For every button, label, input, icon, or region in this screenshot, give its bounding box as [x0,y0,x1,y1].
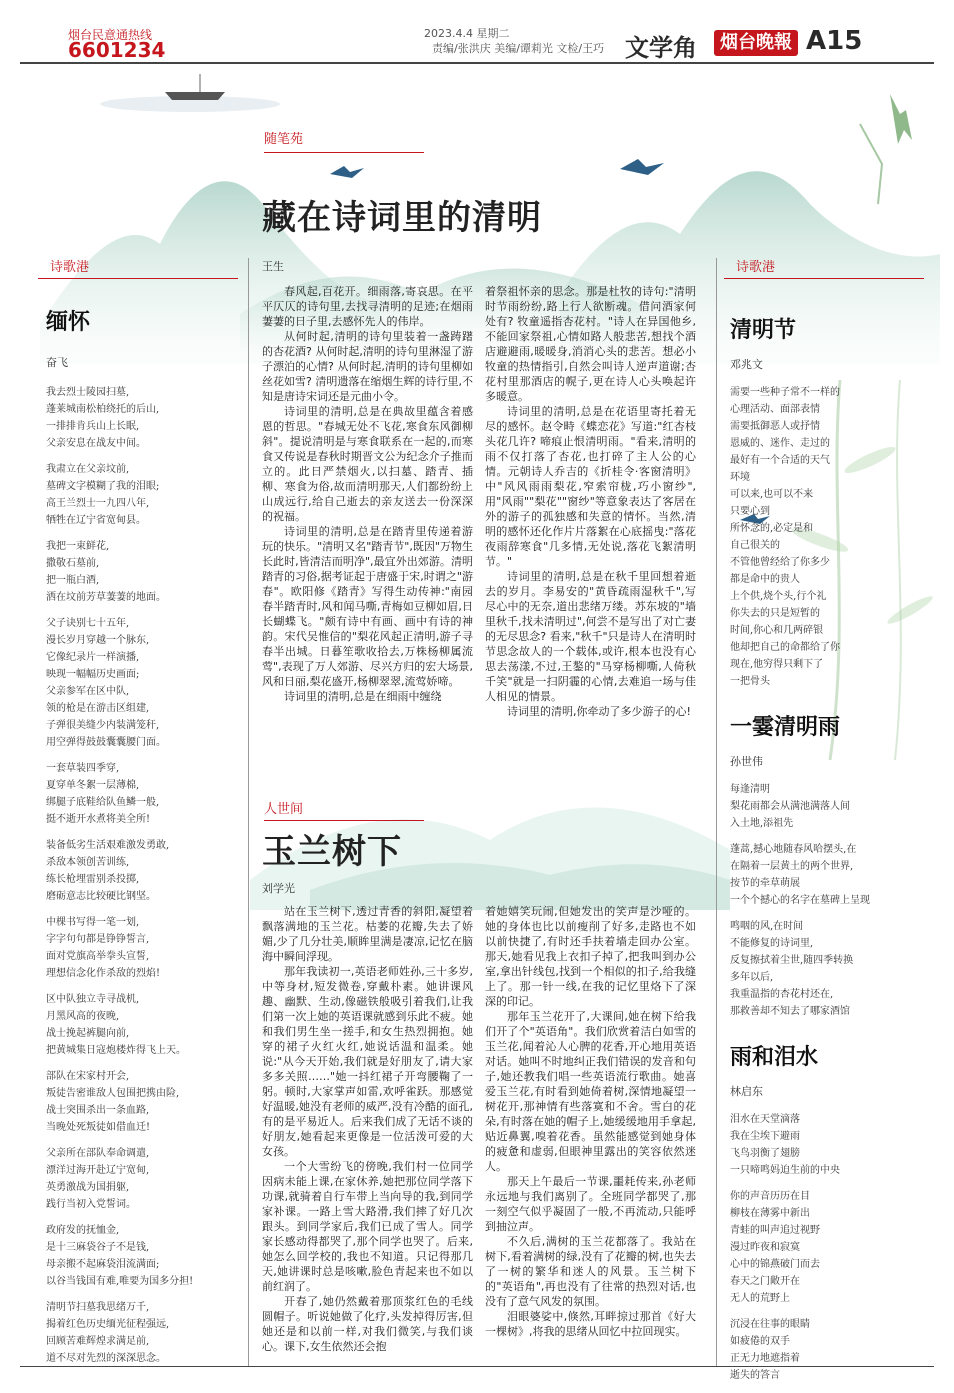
poem-line: 区中队独立寺寻战机, [46,994,140,1005]
poem-line: 一个个撼心的名字在墓碑上呈现 [730,895,870,906]
poem-line: 青蛙的叫声追过视野 [730,1225,820,1236]
poem-line: 回顾苦难辉煌求满足前, [46,1336,150,1347]
poem-line: 他却把自己的命都给了你 [730,642,840,653]
right-column [724,256,934,1393]
poem-line: 字字句句都是铮铮誓言, [46,934,150,945]
poem-stanza [46,837,238,905]
article-paragraph: 泪眼婆娑中,倏然,耳畔掠过那首《好大一棵树》,将我的思绪从回忆中拉回现实。 [485,1310,696,1338]
poem-title: 雨和泪水 [730,1045,819,1070]
poem-line: 无人的荒野上 [730,1293,790,1304]
poem-stanza [46,914,238,982]
article-1-author: 王生 [262,260,284,273]
page-number: A15 [806,26,863,56]
column-rule-right [716,258,717,1366]
poem-line: 按节的牵草萌展 [730,878,800,889]
poem-stanza [730,841,934,909]
article-paragraph: 从何时起,清明的诗句里装着一盏踌躇的杏花酒? 从何时起,清明的诗句里淋湿了游子漂泊的心情? 从何时起,清明的诗句里柳如丝花如雪? 清明遗落在缩烟生辉的诗行里,不知是唐诗宋词还是元曲小令。 [262,330,473,403]
poem-line: 一排排肯兵山上长眠, [46,421,140,432]
poem-line: 它像纪录片一样演播, [46,652,140,663]
section-name: 文学角 [625,34,697,62]
poem-body [730,384,934,690]
article-paragraph: 那天上午最后一节课,噩耗传来,孙老师永远地与我们离别了。全班同学都哭了,那一刻空气似乎凝固了一般,不再流动,只能呼到抽泣声。 [485,1175,696,1233]
poem-stanza [46,461,238,529]
article-paragraph: 诗词里的清明,总是在花语里寄托着无尽的感怀。赵令畤《蝶恋花》写道:"红杏枝头花几许? 啼痕止恨清明雨。"看来,清明的雨不仅打落了杏花,也打碎了主人公的心情。元朝诗人乔吉的《折桂令·客窗清明》中"风风雨雨梨花,窄索帘栊,巧小窗纱",用"风雨""梨花""窗纱"等意象表达了客居在外的游子的孤独感和失意的情怀。当然,清明的感怀还化作片片落絮在心底摇曳:"落花夜雨辞寒食"几多情,无处说,落花飞絮清明节。" [485,405,696,568]
section-tag-rule [264,820,424,821]
poem-line: 时间,你心和几两碎银 [730,625,824,636]
newspaper-logo: 烟台晚報 [714,30,798,56]
poem-stanza [46,1222,238,1290]
poem-line: 入土地,添祖先 [730,818,794,829]
poem-line: 揭着红色历史缅光征程强远, [46,1319,170,1330]
poem-line: 墓碑文字模糊了我的泪眼; [46,481,160,492]
article-paragraph: 诗词里的清明,总是在踏青里传递着游玩的快乐。"清明又名"踏青节",既因"万物生长此时,皆清洁而明净",最宜外出郊游。清明踏青的习俗,据考证起于唐盛于宋,时谓之"游春"。欧阳修《踏青》写得生动传神:"南园春半踏青时,风和闻马嘶,青梅如豆柳如眉,日长蝴蝶飞。"颇有诗中有画、画中有诗的神韵。宋代吴惟信的"梨花风起正清明,游子寻春半出城。日暮笙歌收拾去,万株杨柳属流莺",表现了万人郊游、尽兴方归的宏大场景,风和日丽,梨花盛开,杨柳翠翠,流莺娇啼。 [262,525,473,688]
poem-line: 我在尘埃下避雨 [730,1131,800,1142]
poem-line: 所怀念的,必定是和 [730,523,814,534]
poem-line: 一套草装四季穿, [46,763,120,774]
issue-date: 2023.4.4 星期二 [424,27,510,40]
poem-line: 映现一幅幅历史画面; [46,669,140,680]
poem-stanza [46,1299,238,1367]
poem-line: 每逢清明 [730,784,770,795]
right-poems [724,313,934,1384]
poem-line: 月黑风高的夜晚, [46,1011,120,1022]
poem-stanza [46,384,238,452]
poem-line: 杀敌本领创苦训练, [46,857,130,868]
poem-line: 部队在宋家村开会, [46,1071,130,1082]
poem-line: 需要抵御恶人或抒情 [730,421,820,432]
poem-line: 一把骨头 [730,676,770,687]
poem-line: 泪水在天堂滴落 [730,1114,800,1125]
poem-line: 不管他曾经给了你多少 [730,557,830,568]
poem-line: 梨花雨都会从满池满落人间 [730,801,850,812]
poem-line: 道不尽对先烈的深深思念。 [46,1353,166,1364]
poem-author: 邓兆文 [730,358,763,371]
poem-line: 在隔着一层黄土的两个世界, [730,861,854,872]
poem-line: 你的声音历历在目 [730,1191,810,1202]
article-1-column-2 [485,284,696,719]
poem-line: 父亲安息在战友中间。 [46,438,146,449]
poem-stanza [46,1068,238,1136]
poem-line: 可以来,也可以不来 [730,489,814,500]
poem-line: 心理活动、面部表情 [730,404,820,415]
poem-line: 装备低劣生活艰难激发勇敢, [46,840,170,851]
poem-line: 蓬莱城南松柏绕托的后山, [46,404,160,415]
poem-line: 都是命中的贵人 [730,574,800,585]
poem-line: 如疲倦的双手 [730,1336,790,1347]
poem-line: 把黄城集日寇炮楼炸得飞上天。 [46,1045,186,1056]
poem-stanza [730,384,934,690]
article-1-column-1 [262,284,473,704]
section-tag-rule [724,278,924,279]
poem-line: 飞鸟羽衡了翅膀 [730,1148,800,1159]
poem-stanza [730,1316,934,1384]
section-tag: 随笔苑 [264,132,304,147]
poem-line: 只要心到 [730,506,770,517]
left-column [38,256,238,1376]
poem-line: 是十三麻袋谷子不是钱, [46,1242,150,1253]
poem-author: 奋飞 [46,356,68,369]
poem-body [38,384,238,1367]
poem-stanza [730,781,934,832]
poem-line: 母亲搬不起麻袋泪流满面; [46,1259,160,1270]
column-rule-left [248,258,249,1366]
poem-stanza [46,760,238,828]
poem-line: 蓬蒿,撼心地随春风哈摆头,在 [730,844,857,855]
article-paragraph: 诗词里的清明,你牵动了多少游子的心! [507,705,691,718]
poem-stanza [730,1111,934,1179]
poem-line: 沉浸在往事的眼睛 [730,1319,810,1330]
poem-line: 绑腿子底鞋给队鱼鳞一般, [46,797,160,808]
poem-line: 一只啼鸣妈迫生前的中央 [730,1165,840,1176]
poem-line: 练长枪埋雷别杀投掷, [46,874,140,885]
section-tag: 诗歌港 [736,260,776,275]
article-paragraph: 开春了,她仍然戴着那顶浆红色的毛线圆帽子。听说她做了化疗,头发掉得厉害,但她还是和以前一样,对我们微笑,与我们谈心。课下,女生依然还会抱 [262,1295,473,1353]
poem-stanza [46,615,238,751]
poem-body [730,781,934,1020]
poem-line: 洒在坟前芳草萋萋的地面。 [46,592,166,603]
article-paragraph: 站在玉兰树下,透过青香的斜阳,凝望着飘落满地的玉兰花。枯萎的花瓣,失去了娇媚,少了几分壮美,顺眸里满是凄凉,记忆在脑海中瞬间浮现。 [262,905,473,963]
poem-line: 鸣咽的风,在时间 [730,921,804,932]
article-paragraph: 诗词里的清明,总是在典故里蕴含着感恩的哲思。"春城无处不飞花,寒食东风御柳斜"。提说清明是与寒食联系在一起的,而寒食又传说是春秋时期晋文公为纪念介子推而立的。此日严禁烟火,以扫墓、踏青、插柳、寒食为俗,故而清明那天,人们都纷纷上山成远行,给自己逝去的亲友送去一份深深的祝福。 [262,405,473,523]
section-tag: 诗歌港 [50,260,90,275]
poem-line: 理想信念化作杀敌的烈焰! [46,968,161,979]
poem-line: 漫长岁月穿越一个脉东, [46,635,150,646]
hotline-number: 6601234 [68,38,166,62]
poem-line: 自己很关的 [730,540,780,551]
poem-line: 子弹很美缝少内装满笼秆, [46,720,160,731]
poem-line: 父子诀别七十五年, [46,618,130,629]
poem-line: 你失去的只是短暂的 [730,608,820,619]
poem-line: 现在,他穷得只剩下了 [730,659,824,670]
poem-line: 最好有一个合适的天气 [730,455,830,466]
poem-line: 把一瓶白酒, [46,575,100,586]
section-tag-rule [38,278,238,279]
poem-line: 心中的锦燕破门而去 [730,1259,820,1270]
hotline-label: 烟台民意通热线 [68,28,153,42]
poem-line: 叛徒告密谁敌人包围把携由险, [46,1088,180,1099]
poem-line: 漂洋过海开赴辽宁宽甸, [46,1165,150,1176]
article-2-column-2 [485,904,696,1339]
poem-line: 战士突围杀出一条血路, [46,1105,150,1116]
poem-line: 不能修复的诗词里, [730,938,814,949]
article-paragraph: 一个大雪纷飞的傍晚,我们村一位同学因病未能上课,在家休养,她把那位同学落下功课,就骑着自行车带上当向导的我,到同学家补课。一路上雪大路滑,我们摔了好几次跟头。到同学家后,我们已成了雪人。同学家长感动得都哭了,那个同学也哭了。后来,她怎么回学校的,我也不知道。只记得那几天,她讲课时总是咳嗽,脸色青起来也不如以前红润了。 [262,1160,473,1293]
poem-line: 战士挽起裤腿向前, [46,1028,130,1039]
poem-line: 我把一束鲜花, [46,541,110,552]
poem-line: 父亲参军在区中队, [46,686,130,697]
poem-stanza [730,918,934,1020]
poem-line: 那救善却不知去了哪家酒馆 [730,1006,850,1017]
poem-line: 反复擦拭着尘世,随四季转换 [730,955,854,966]
poem-line: 逝失的答言 [730,1370,780,1381]
poem-title: 缅怀 [46,310,91,335]
article-2-tag [264,798,464,817]
poem-line: 环境 [730,472,750,483]
poem-line: 需要一些种子常不一样的 [730,387,840,398]
poem-stanza [46,991,238,1059]
article-paragraph: 诗词里的清明,总是在秋千里回想着逝去的岁月。李易安的"黄昏疏雨湿秋千",写尽心中的无奈,道出悲绪万缕。苏东坡的"墙里秋千,找未清明过",何尝不是写出了对亡妻的无尽思念? 看来,"秋千"只是诗人在清明时节思念故人的一个载体,或许,根本也没有心思去荡漾,不过,王鏊的"马穿杨柳嘶,人倚秋千笑"就是一扫阴霾的心情,去难追一场与佳人相见的情景。 [485,570,696,703]
poem-line: 春天之门敞开在 [730,1276,800,1287]
poem-line: 清明节扫墓我思绪万千, [46,1302,150,1313]
article-2-column-1 [262,904,473,1354]
poem-line: 我重温指的杏花村还在, [730,989,834,1000]
poem-line: 面对党旗高举拳头宣誓, [46,951,150,962]
section-tag: 人世间 [264,802,304,817]
poem-stanza [46,1145,238,1213]
poem-line: 多年以后, [730,972,774,983]
poem-line: 英勇激战为国捐躯, [46,1182,130,1193]
poem-line: 正无力地遮指着 [730,1353,800,1364]
article-1-title: 藏在诗词里的清明 [262,198,542,238]
poem-line: 当晚处死叛徒如借血迁! [46,1122,151,1133]
poem-author: 孙世伟 [730,755,763,768]
poem-line: 上个供,烧个头,行个礼 [730,591,827,602]
article-paragraph: 不久后,满树的玉兰花都落了。我站在树下,看着满树的绿,没有了花瓣的树,也失去了一树的繁华和迷人的风景。玉兰树下的"英语角",再也没有了往常的热烈对话,也没有了意气风发的氛围。 [485,1235,696,1308]
editors-credit: 责编/张洪庆 美编/谭莉光 文检/王巧 [432,42,605,55]
poem-line: 挺不逝开水煮将美全所! [46,814,151,825]
poem-line: 践行当初入党誓词。 [46,1199,136,1210]
poem-line: 夏穿单冬絮一层薄棉, [46,780,140,791]
poem-stanza [46,538,238,606]
poem-line: 牺牲在辽宁省宽甸县。 [46,515,146,526]
article-2-author: 刘学光 [262,882,295,895]
poem-line: 高王兰烈士一九四八年, [46,498,150,509]
poem-line: 我肃立在父亲坟前, [46,464,130,475]
poem-line: 用空弹得鼓鼓囊囊腰门面。 [46,737,166,748]
article-paragraph: 那年我读初一,英语老师姓孙,三十多岁,中等身材,短发微卷,穿戴朴素。她讲课风趣、幽默、生动,像磁铁般吸引着我们,让我们第一次上她的英语课就感到乐此不疲。她和我们男生坐一搓手,和女生热烈拥抱。她穿的裙子火红火红,她说话温和温柔。她说:"从今天开始,我们就是好朋友了,请大家多多关照……"她一抖红裙子开弯腰鞠了一躬。顿时,大家掌声如雷,欢呼雀跃。那感觉好温暖,她没有老师的威严,没有冷酷的面孔,有的是平易近人。后来我们成了无话不谈的好朋友,她看起来更像是一位活泼可爱的大女孩。 [262,965,473,1158]
poem-line: 恩威的、迷作、走过的 [730,438,830,449]
poem-body [730,1111,934,1384]
poem-line: 中棵书写得一笔一划, [46,917,140,928]
poem-line: 柳枝在薄雾中新出 [730,1208,810,1219]
section-tag-rule [264,152,424,153]
poem-line: 父亲所在部队奉命调遣, [46,1148,150,1159]
poem-line: 我去烈士陵园扫墓, [46,387,130,398]
poem-title: 清明节 [730,318,797,343]
article-paragraph: 春风起,百花开。细雨落,寄哀思。在平平仄仄的诗句里,去找寻清明的足迹;在烟雨萋萋的日子里,去感怀先人的伟岸。 [262,285,473,328]
poem-stanza [730,1188,934,1307]
footer-rule [20,1366,934,1367]
article-paragraph: 着祭祖怀亲的思念。那是杜牧的诗句:"清明时节雨纷纷,路上行人欲断魂。借问酒家何处有? 牧童遥指杏花村。"诗人在异国他乡,不能回家祭祖,心情如路人般悲苦,想找个酒店避避雨,暖暖身,消消心头的悲苦。想必小牧童的热情指引,自然会叫诗人逆声道谢;杏花村里那酒店的幌子,更在诗人心头唤起许多暖意。 [485,285,696,403]
poem-line: 政府发的抚恤金, [46,1225,120,1236]
poem-title: 一霎清明雨 [730,715,841,740]
article-1-tag [264,128,464,147]
article-2-title: 玉兰树下 [262,832,402,872]
poem-line: 领的枪是在游击区组建, [46,703,150,714]
article-paragraph: 那年玉兰花开了,大课间,她在树下给我们开了个"英语角"。我们欣赏着洁白如雪的玉兰花,闻着沁人心脾的花香,开心地用英语对话。她叫不时地纠正我们错误的发音和句子,她还教我们唱一些英语流行歌曲。她喜爱玉兰花,有时看到她倚着树,深情地凝望一树花开,那神情有些落寞和不舍。雪白的花朵,有时落在她的帽子上,她缓缓地用手拿起,贴近鼻翼,嗅着花香。虽然能感觉到她身体的疲惫和虚弱,但眼神里露出的笑容依然迷人。 [485,1010,696,1173]
article-paragraph: 着她嬉笑玩闹,但她发出的笑声是沙哑的。她的身体也比以前瘦削了好多,走路也不如以前快捷了,有时还手扶着墙走回办公室。那天,她看见我上衣扣子掉了,把我叫到办公室,拿出针线包,找到一个相似的扣子,给我缝上了。那一针一线,在我的记忆里烙下了深深的印记。 [485,905,696,1008]
poem-line: 以谷当钱国有难,唯要为国多分担! [46,1276,194,1287]
poem-line: 撒敬石墓前, [46,558,100,569]
poem-author: 林启东 [730,1085,763,1098]
poem-line: 磨砺意志比较硬比钢坚。 [46,891,156,902]
poem-line: 漫过昨夜和寂寞 [730,1242,800,1253]
article-paragraph: 诗词里的清明,总是在细雨中缠绕 [284,690,442,703]
